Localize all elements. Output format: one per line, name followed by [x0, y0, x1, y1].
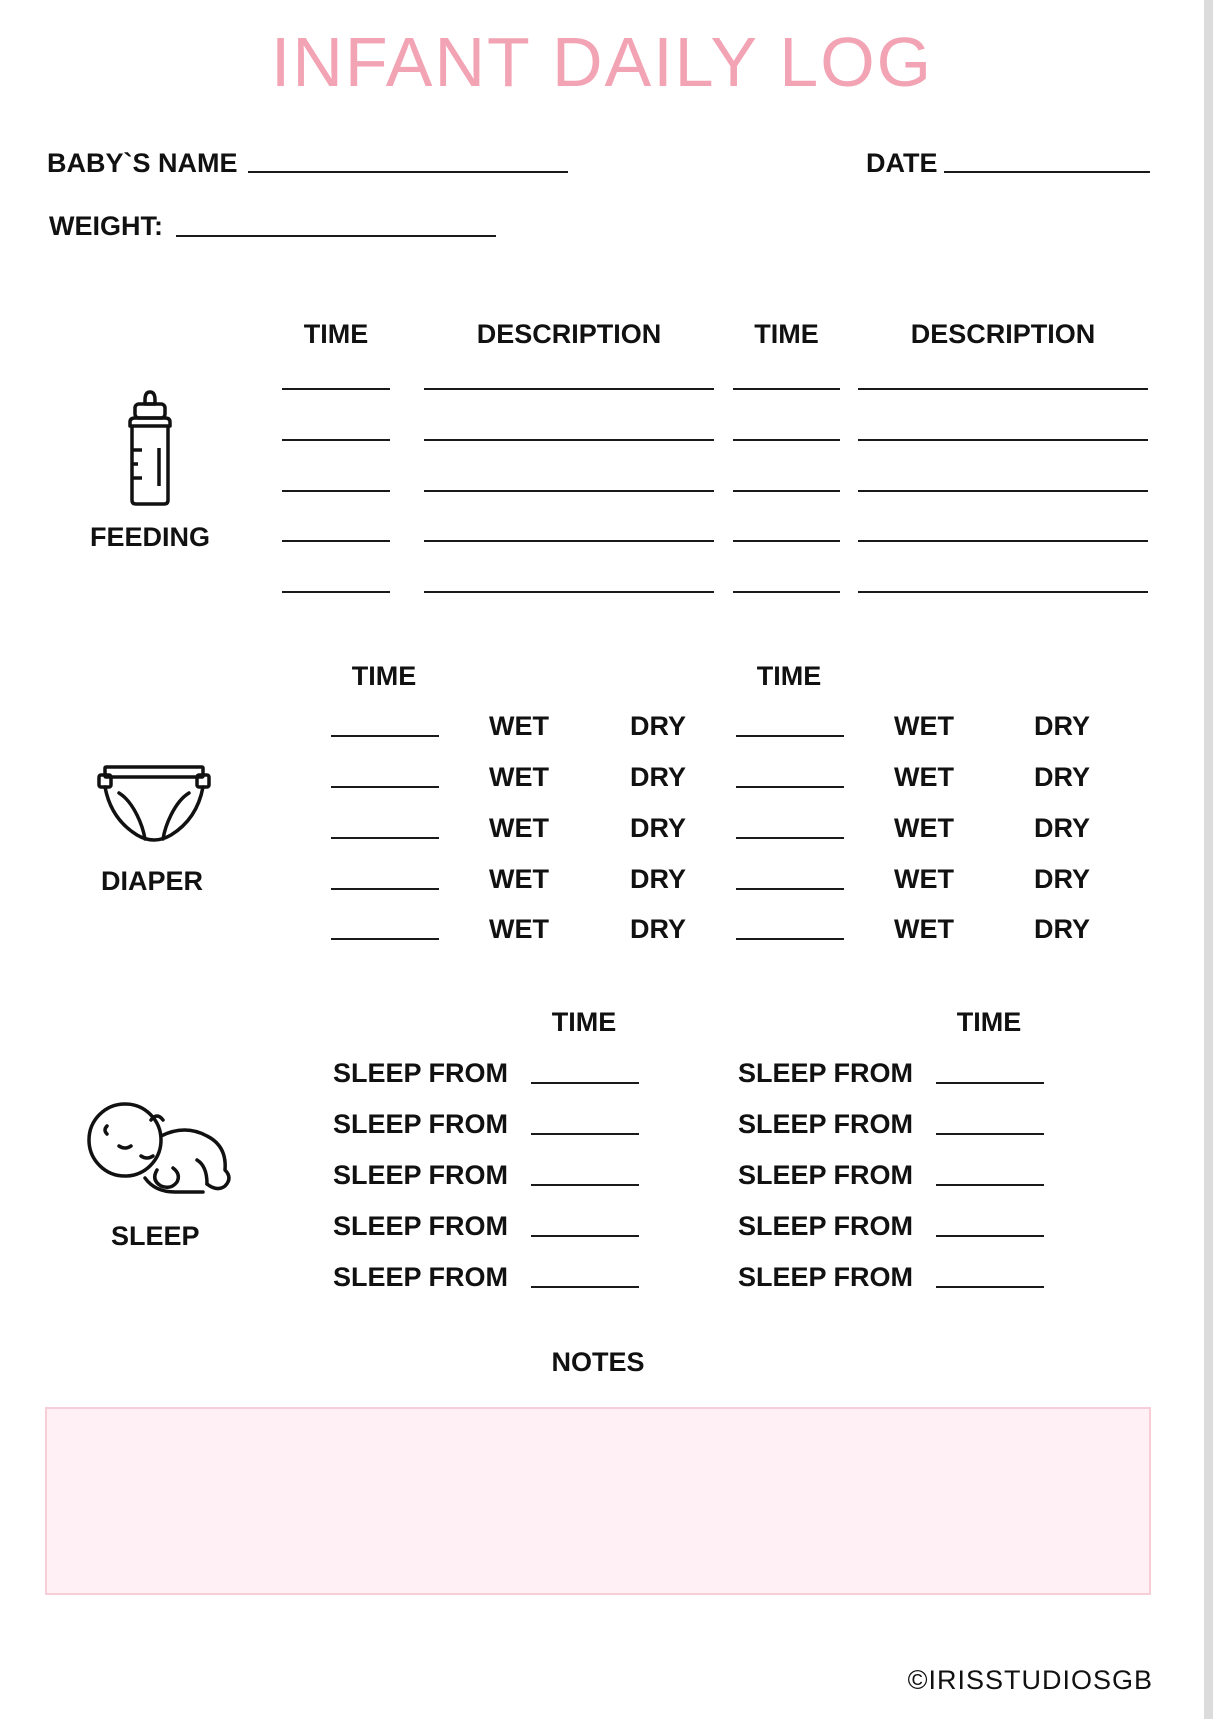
sleep-time-field[interactable] [936, 1286, 1044, 1288]
weight-field[interactable] [176, 235, 496, 237]
sleep-from-label: SLEEP FROM [738, 1262, 914, 1292]
sleep-time-field[interactable] [531, 1082, 639, 1084]
feeding-description-field-2[interactable] [858, 388, 1148, 390]
feeding-label: FEEDING [90, 522, 211, 552]
dry-option[interactable]: DRY [630, 762, 687, 792]
diaper-time-field[interactable] [331, 938, 439, 940]
feeding-time-field-2[interactable] [733, 490, 840, 492]
sleep-col-time-1: TIME [551, 1007, 617, 1037]
feeding-time-field-1[interactable] [282, 490, 390, 492]
sleep-from-label: SLEEP FROM [333, 1109, 509, 1139]
sleep-time-field[interactable] [531, 1235, 639, 1237]
diaper-time-field[interactable] [736, 888, 844, 890]
feeding-col-description-1: DESCRIPTION [476, 319, 662, 349]
diaper-icon [97, 763, 211, 845]
date-label: DATE [866, 148, 938, 178]
feeding-description-field-2[interactable] [858, 439, 1148, 441]
sleep-from-label: SLEEP FROM [333, 1211, 509, 1241]
feeding-col-time-2: TIME [754, 319, 819, 349]
diaper-col-time-2: TIME [756, 661, 822, 691]
feeding-description-field-1[interactable] [424, 591, 714, 593]
feeding-time-field-2[interactable] [733, 540, 840, 542]
sleep-time-field[interactable] [531, 1133, 639, 1135]
diaper-label: DIAPER [101, 866, 204, 896]
wet-option[interactable]: WET [894, 864, 954, 894]
feeding-description-field-2[interactable] [858, 490, 1148, 492]
diaper-time-field[interactable] [331, 786, 439, 788]
feeding-time-field-2[interactable] [733, 439, 840, 441]
diaper-time-field[interactable] [331, 735, 439, 737]
notes-label: NOTES [551, 1347, 645, 1377]
wet-option[interactable]: WET [894, 762, 954, 792]
feeding-time-field-1[interactable] [282, 439, 390, 441]
sleep-time-field[interactable] [531, 1184, 639, 1186]
feeding-time-field-1[interactable] [282, 591, 390, 593]
sleep-from-label: SLEEP FROM [333, 1262, 509, 1292]
copyright-text: ©IRISSTUDIOSGB [907, 1665, 1153, 1695]
sleep-from-label: SLEEP FROM [333, 1160, 509, 1190]
wet-option[interactable]: WET [894, 711, 954, 741]
diaper-time-field[interactable] [736, 938, 844, 940]
feeding-description-field-1[interactable] [424, 540, 714, 542]
dry-option[interactable]: DRY [1034, 864, 1091, 894]
sleeping-baby-icon [85, 1100, 235, 1200]
dry-option[interactable]: DRY [630, 864, 687, 894]
feeding-description-field-2[interactable] [858, 540, 1148, 542]
sleep-time-field[interactable] [531, 1286, 639, 1288]
feeding-description-field-1[interactable] [424, 388, 714, 390]
dry-option[interactable]: DRY [1034, 914, 1091, 944]
wet-option[interactable]: WET [489, 914, 549, 944]
sleep-from-label: SLEEP FROM [738, 1211, 914, 1241]
diaper-time-field[interactable] [736, 735, 844, 737]
diaper-time-field[interactable] [736, 786, 844, 788]
page-title: INFANT DAILY LOG [270, 23, 934, 101]
sleep-from-label: SLEEP FROM [738, 1160, 914, 1190]
sleep-col-time-2: TIME [956, 1007, 1022, 1037]
babys-name-label: BABY`S NAME [47, 148, 238, 178]
diaper-time-field[interactable] [331, 888, 439, 890]
feeding-time-field-1[interactable] [282, 388, 390, 390]
date-field[interactable] [944, 171, 1150, 173]
dry-option[interactable]: DRY [1034, 762, 1091, 792]
diaper-col-time-1: TIME [351, 661, 417, 691]
babys-name-field[interactable] [248, 171, 568, 173]
feeding-description-field-1[interactable] [424, 439, 714, 441]
sleep-from-label: SLEEP FROM [738, 1109, 914, 1139]
baby-bottle-icon [118, 388, 182, 508]
diaper-time-field[interactable] [331, 837, 439, 839]
wet-option[interactable]: WET [489, 813, 549, 843]
sleep-time-field[interactable] [936, 1082, 1044, 1084]
feeding-time-field-1[interactable] [282, 540, 390, 542]
feeding-description-field-1[interactable] [424, 490, 714, 492]
feeding-time-field-2[interactable] [733, 388, 840, 390]
feeding-time-field-2[interactable] [733, 591, 840, 593]
feeding-col-time-1: TIME [303, 319, 369, 349]
dry-option[interactable]: DRY [1034, 813, 1091, 843]
sleep-time-field[interactable] [936, 1184, 1044, 1186]
wet-option[interactable]: WET [894, 914, 954, 944]
diaper-time-field[interactable] [736, 837, 844, 839]
sleep-from-label: SLEEP FROM [333, 1058, 509, 1088]
dry-option[interactable]: DRY [1034, 711, 1091, 741]
sleep-time-field[interactable] [936, 1133, 1044, 1135]
dry-option[interactable]: DRY [630, 813, 687, 843]
sleep-from-label: SLEEP FROM [738, 1058, 914, 1088]
feeding-description-field-2[interactable] [858, 591, 1148, 593]
sleep-label: SLEEP [111, 1221, 200, 1251]
dry-option[interactable]: DRY [630, 711, 687, 741]
wet-option[interactable]: WET [489, 864, 549, 894]
notes-box[interactable] [45, 1407, 1151, 1595]
sleep-time-field[interactable] [936, 1235, 1044, 1237]
weight-label: WEIGHT: [49, 211, 163, 241]
page-edge [1204, 0, 1213, 1719]
dry-option[interactable]: DRY [630, 914, 687, 944]
feeding-col-description-2: DESCRIPTION [910, 319, 1096, 349]
wet-option[interactable]: WET [489, 762, 549, 792]
wet-option[interactable]: WET [489, 711, 549, 741]
wet-option[interactable]: WET [894, 813, 954, 843]
